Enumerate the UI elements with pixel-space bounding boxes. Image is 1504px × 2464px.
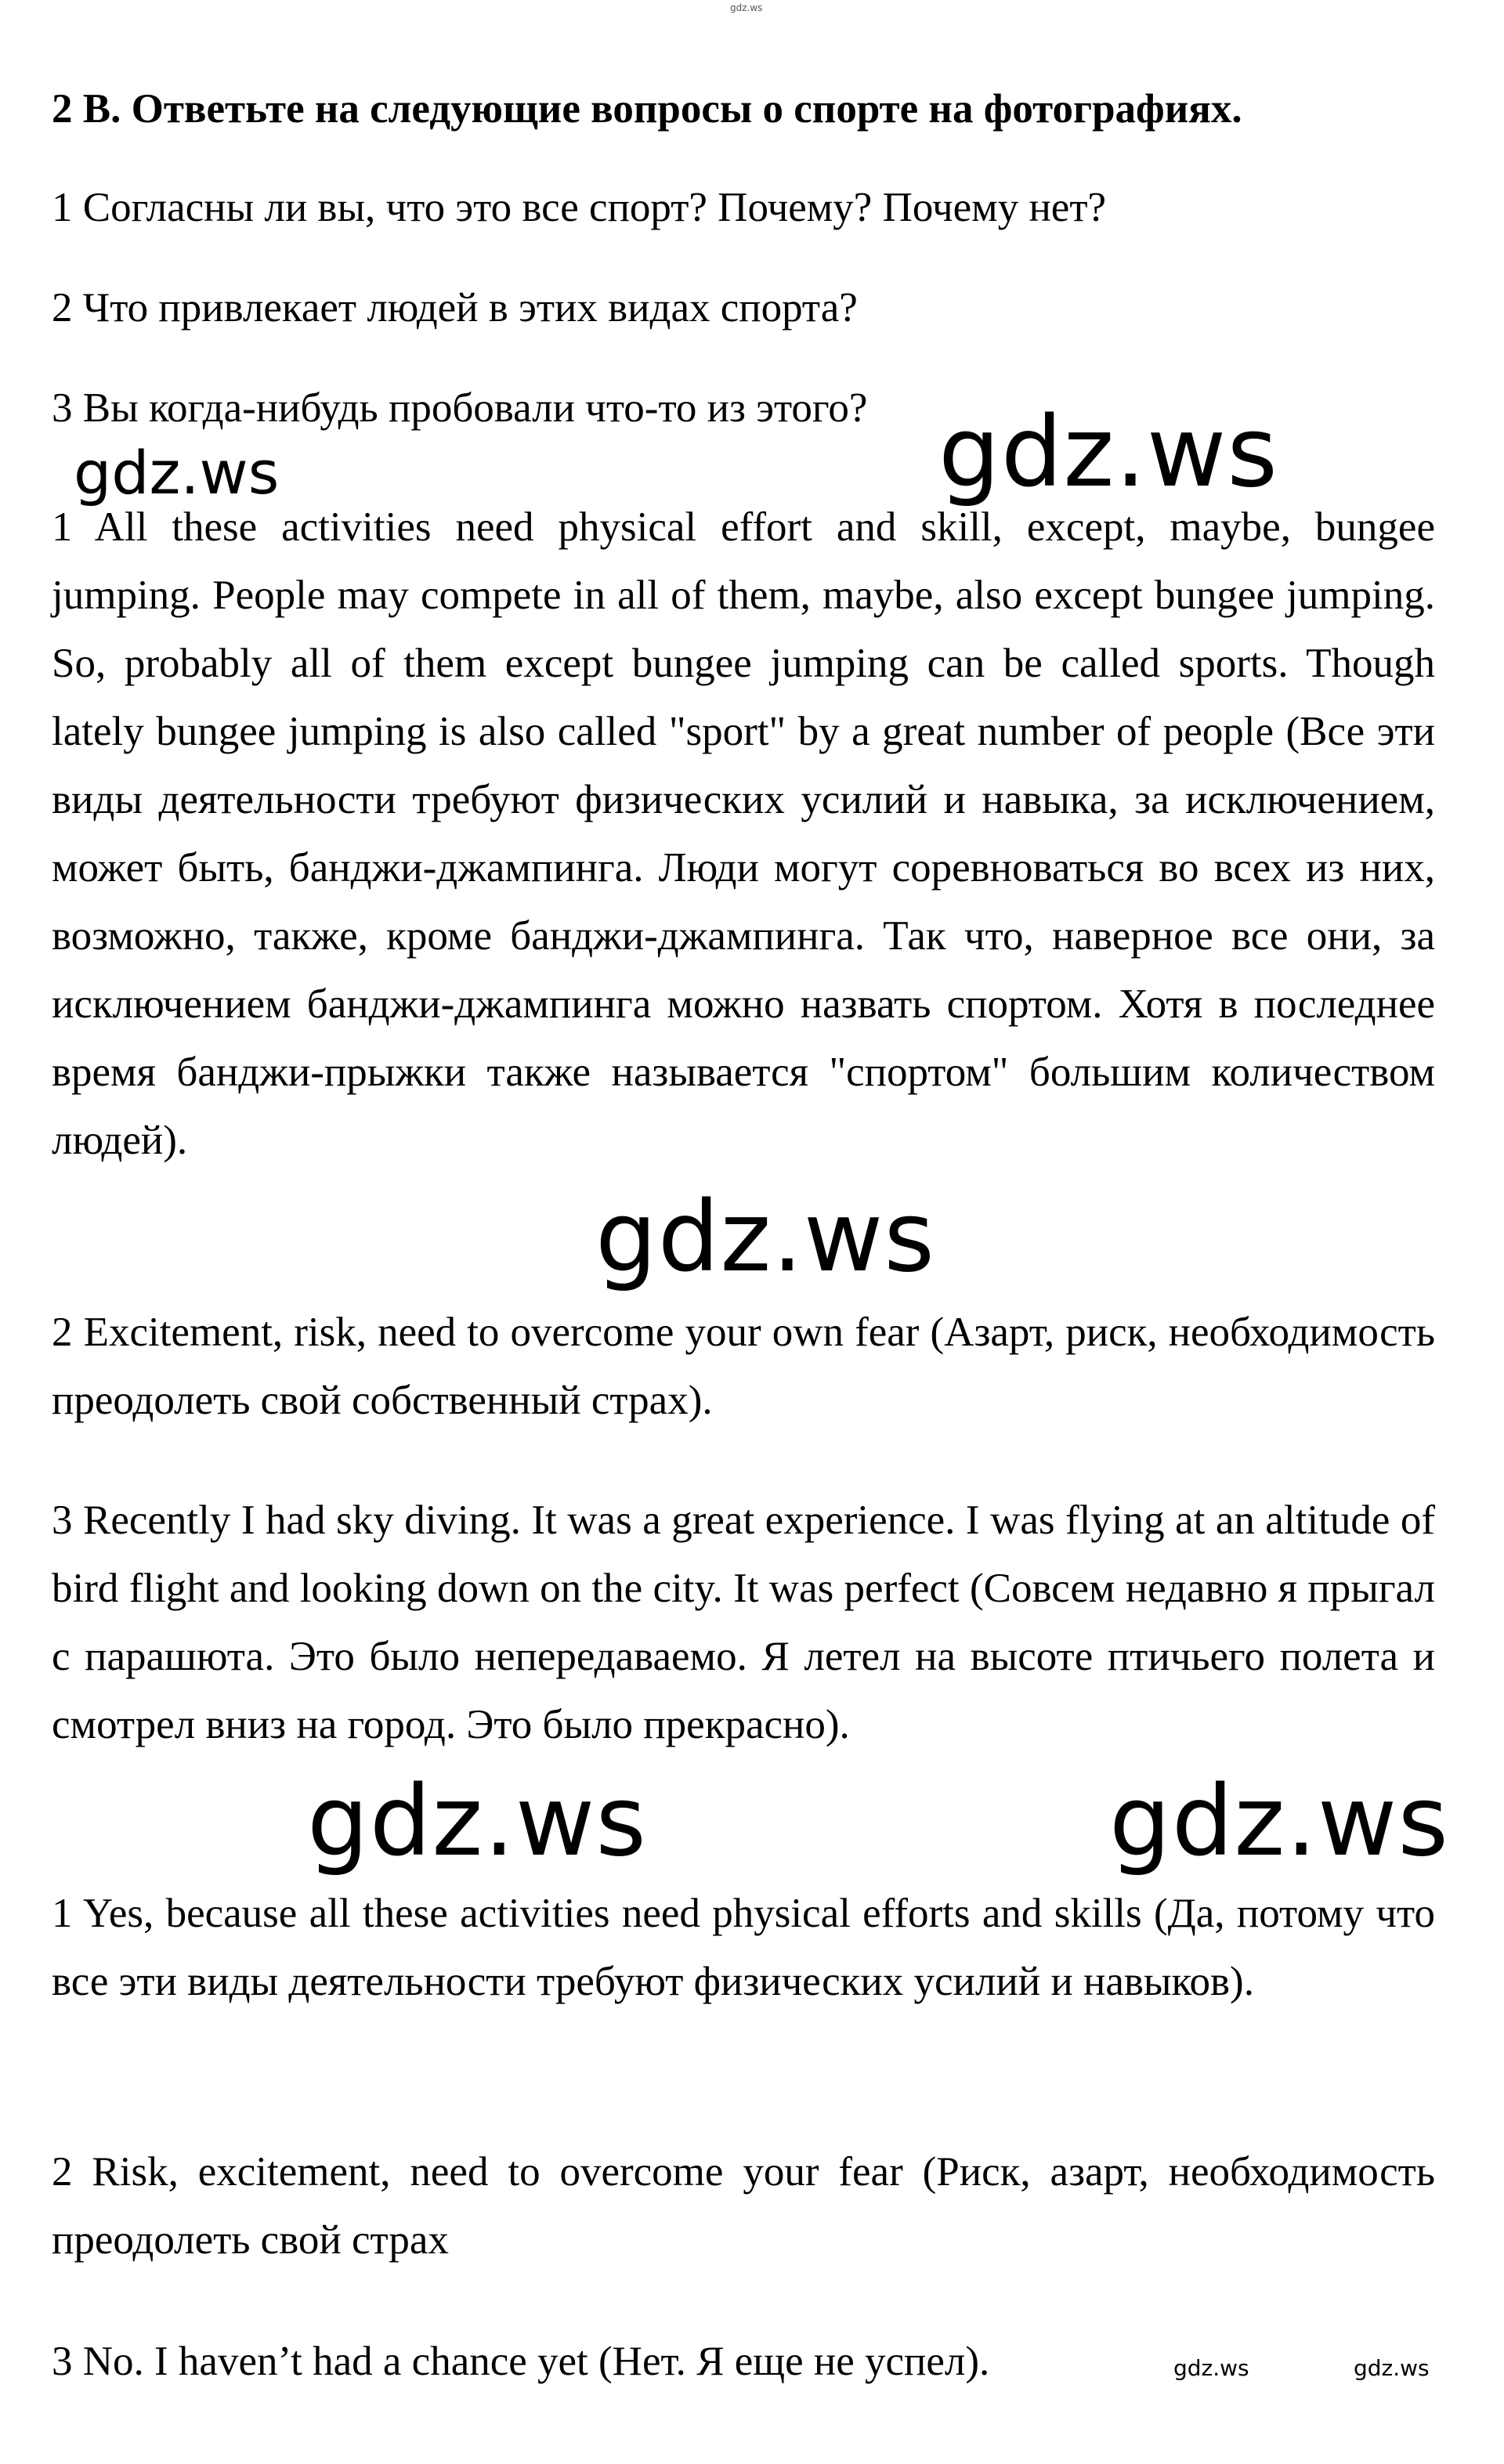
answer-1-3: 3 Recently I had sky diving. It was a great experience. I was flying at an altitude of bird flight and looking down on the city. It was perfect (Совсем недавно я прыгал с парашюта. Это было непередаваемо. Я летел на высоте птичьего полета и смотрел вниз на город. Это было прекрасно). (52, 1498, 1435, 1747)
answer-2-2: 2 Risk, excitement, need to overcome your fear (Риск, азарт, необходимость преодолеть свой страх (52, 2149, 1435, 2263)
answer-1-1: 1 All these activities need physical effort and skill, except, maybe, bungee jumping. People may compete in all of them, maybe, also except bungee jumping. So, probably all of them except bungee jumping can be called sports. Though lately bungee jumping is also called "sport" by a great number of people (Все эти виды деятельности требуют физических усилий и навыка, за исключением, может быть, банджи-джампинга. Люди могут соревноваться во всех из них, возможно, также, кроме банджи-джампинга. Так что, наверное все они, за исключением банджи-джампинга можно назвать спортом. Хотя в последнее время банджи-прыжки также называется "спортом" большим количеством людей). (52, 504, 1435, 1163)
question-2: 2 Что привлекает людей в этих видах спорта? (52, 285, 858, 331)
watermark-logo: gdz.ws (1173, 2355, 1249, 2381)
watermark-logo: gdz.ws (1354, 2355, 1430, 2381)
watermark-logo: gdz.ws (74, 438, 280, 508)
watermark-logo: gdz.ws (595, 1181, 935, 1294)
answer-2-1: 1 Yes, because all these activities need physical efforts and skills (Да, потому что все эти виды деятельности требуют физических усилий и навыков). (52, 1891, 1435, 2004)
watermark-logo: gdz.ws (307, 1765, 647, 1878)
top-watermark: gdz.ws (730, 2, 763, 13)
task-title: 2 В. Ответьте на следующие вопросы о спорте на фотографиях. (52, 86, 1242, 132)
answer-1-2: 2 Excitement, risk, need to overcome your own fear (Азарт, риск, необходимость преодолеть свой собственный страх). (52, 1310, 1435, 1423)
watermark-logo: gdz.ws (938, 396, 1278, 509)
question-1: 1 Согласны ли вы, что это все спорт? Почему? Почему нет? (52, 185, 1107, 230)
watermark-logo: gdz.ws (1109, 1765, 1449, 1878)
question-3: 3 Вы когда-нибудь пробовали что-то из этого? (52, 385, 868, 431)
answer-2-3: 3 No. I haven’t had a chance yet (Нет. Я еще не успел). (52, 2339, 990, 2384)
